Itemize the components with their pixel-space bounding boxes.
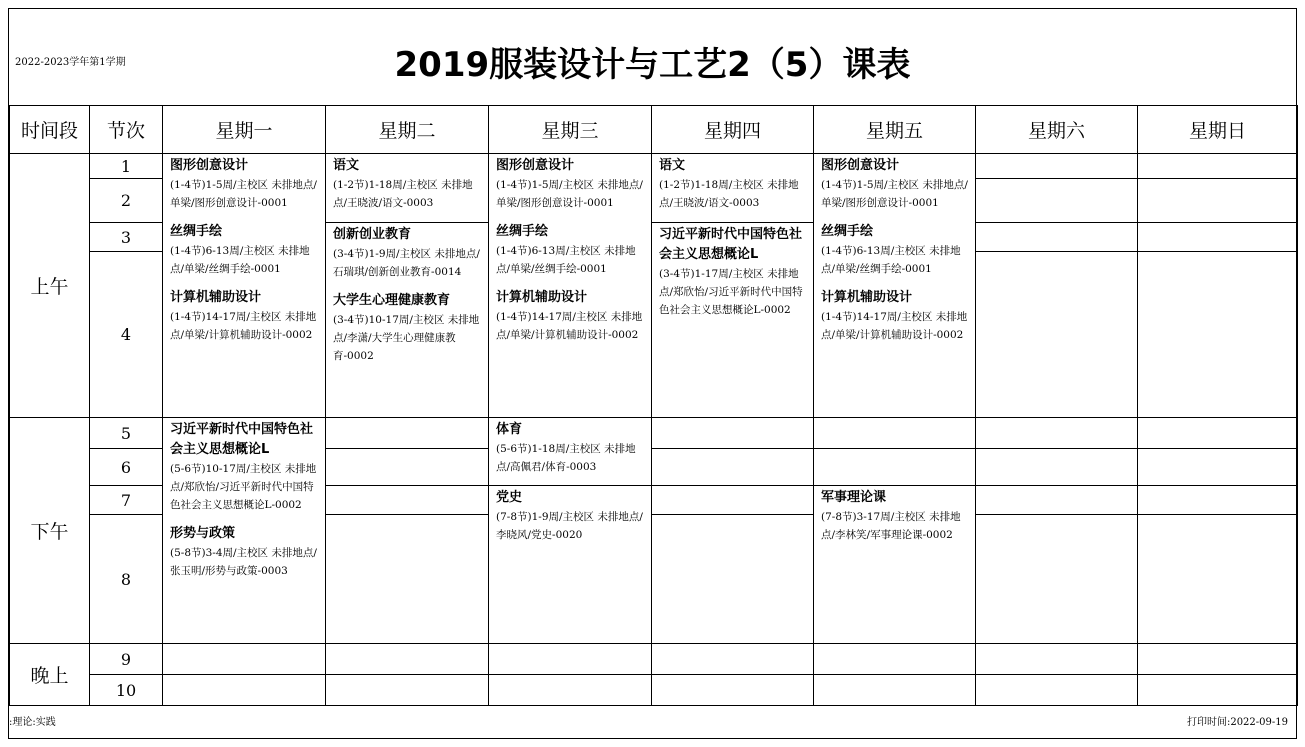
course-name: 形势与政策	[170, 526, 236, 541]
course-name: 计算机辅助设计	[496, 290, 588, 305]
empty-cell[interactable]	[489, 675, 652, 706]
course-cell[interactable]	[652, 154, 814, 223]
course-list	[163, 418, 325, 580]
empty-cell[interactable]	[814, 418, 976, 449]
course-cell[interactable]	[814, 154, 976, 418]
col-period: 时间段	[10, 106, 90, 154]
course-cell[interactable]	[489, 418, 652, 486]
slot-row	[10, 154, 1298, 179]
course-gap	[496, 278, 647, 288]
course-list	[163, 154, 325, 344]
empty-cell[interactable]	[976, 252, 1138, 418]
empty-cell[interactable]	[814, 675, 976, 706]
course-info: (1-4节)6-13周/主校区 未排地点/单梁/丝绸手绘-0001	[496, 245, 636, 275]
empty-cell[interactable]	[976, 223, 1138, 252]
course-gap	[496, 212, 647, 222]
course-cell[interactable]	[163, 418, 326, 644]
empty-cell[interactable]	[326, 515, 489, 644]
empty-cell[interactable]	[976, 154, 1138, 179]
course-info: (1-2节)1-18周/主校区 未排地点/王晓波/语文-0003	[659, 179, 799, 209]
course-info: (5-6节)10-17周/主校区 未排地点/郑欣怡/习近平新时代中国特色社会主义思想概论L-0002	[170, 463, 317, 511]
course-name: 丝绸手绘	[821, 224, 874, 239]
course-list	[814, 486, 975, 544]
slot-number: 5	[90, 418, 163, 449]
empty-cell[interactable]	[1138, 486, 1298, 515]
empty-cell[interactable]	[976, 179, 1138, 223]
col-wed: 星期三	[489, 106, 652, 154]
course-list	[489, 154, 651, 344]
empty-cell[interactable]	[326, 675, 489, 706]
course-name: 创新创业教育	[333, 227, 412, 242]
slot-row	[10, 644, 1298, 675]
slot-row	[10, 675, 1298, 706]
course-info: (1-4节)14-17周/主校区 未排地点/单梁/计算机辅助设计-0002	[170, 311, 317, 341]
empty-cell[interactable]	[1138, 418, 1298, 449]
course-info: (3-4节)10-17周/主校区 未排地点/李潇/大学生心理健康教育-0002	[333, 314, 480, 362]
empty-cell[interactable]	[1138, 252, 1298, 418]
course-gap	[170, 278, 321, 288]
course-name: 图形创意设计	[496, 158, 575, 173]
course-list	[652, 223, 813, 319]
print-time: 打印时间:2022-09-19	[1186, 717, 1288, 728]
slot-number: 8	[90, 515, 163, 644]
legend-text: :理论:实践	[9, 717, 56, 728]
course-name: 丝绸手绘	[170, 224, 223, 239]
course-name: 丝绸手绘	[496, 224, 549, 239]
course-gap	[170, 514, 321, 524]
course-info: (3-4节)1-17周/主校区 未排地点/郑欣怡/习近平新时代中国特色社会主义思想概论L-0002	[659, 268, 803, 316]
empty-cell[interactable]	[814, 644, 976, 675]
timetable-header	[9, 9, 1296, 106]
slot-number: 4	[90, 252, 163, 418]
course-info: (7-8节)3-17周/主校区 未排地点/李林笑/军事理论课-0002	[821, 511, 961, 541]
timetable-frame	[8, 8, 1297, 739]
course-info: (1-4节)14-17周/主校区 未排地点/单梁/计算机辅助设计-0002	[821, 311, 968, 341]
term-label: 2022-2023学年第1学期	[15, 57, 126, 68]
course-cell[interactable]	[326, 154, 489, 223]
course-info: (1-4节)1-5周/主校区 未排地点/单梁/图形创意设计-0001	[821, 179, 968, 209]
course-info: (5-6节)1-18周/主校区 未排地点/高佩君/体育-0003	[496, 443, 636, 473]
course-list	[326, 154, 488, 212]
course-name: 习近平新时代中国特色社会主义思想概论L	[170, 422, 314, 457]
col-thu: 星期四	[652, 106, 814, 154]
empty-cell[interactable]	[163, 644, 326, 675]
empty-cell[interactable]	[1138, 515, 1298, 644]
course-info: (1-4节)1-5周/主校区 未排地点/单梁/图形创意设计-0001	[496, 179, 643, 209]
slot-number: 1	[90, 154, 163, 179]
empty-cell[interactable]	[652, 449, 814, 486]
col-slot: 节次	[90, 106, 163, 154]
course-name: 计算机辅助设计	[821, 290, 913, 305]
empty-cell[interactable]	[976, 515, 1138, 644]
course-name: 图形创意设计	[821, 158, 900, 173]
course-name: 语文	[333, 158, 360, 173]
course-info: (3-4节)1-9周/主校区 未排地点/石瑞琪/创新创业教育-0014	[333, 248, 480, 278]
empty-cell[interactable]	[976, 675, 1138, 706]
empty-cell[interactable]	[1138, 644, 1298, 675]
course-name: 习近平新时代中国特色社会主义思想概论L	[659, 227, 803, 262]
empty-cell[interactable]	[1138, 449, 1298, 486]
empty-cell[interactable]	[652, 644, 814, 675]
course-name: 军事理论课	[821, 490, 887, 505]
empty-cell[interactable]	[489, 644, 652, 675]
empty-cell[interactable]	[976, 486, 1138, 515]
empty-cell[interactable]	[814, 449, 976, 486]
col-sat: 星期六	[976, 106, 1138, 154]
empty-cell[interactable]	[1138, 675, 1298, 706]
col-sun: 星期日	[1138, 106, 1298, 154]
course-cell[interactable]	[489, 486, 652, 644]
empty-cell[interactable]	[652, 515, 814, 644]
course-gap	[333, 281, 484, 291]
timetable	[9, 105, 1298, 706]
empty-cell[interactable]	[326, 486, 489, 515]
slot-number: 3	[90, 223, 163, 252]
course-gap	[821, 212, 971, 222]
period-morning: 上午	[10, 154, 90, 418]
empty-cell[interactable]	[652, 486, 814, 515]
course-info: (5-8节)3-4周/主校区 未排地点/张玉明/形势与政策-0003	[170, 547, 317, 577]
course-name: 图形创意设计	[170, 158, 249, 173]
course-name: 大学生心理健康教育	[333, 293, 451, 308]
course-info: (1-4节)14-17周/主校区 未排地点/单梁/计算机辅助设计-0002	[496, 311, 643, 341]
course-info: (1-4节)6-13周/主校区 未排地点/单梁/丝绸手绘-0001	[821, 245, 961, 275]
empty-cell[interactable]	[976, 418, 1138, 449]
empty-cell[interactable]	[1138, 179, 1298, 223]
course-info: (1-2节)1-18周/主校区 未排地点/王晓波/语文-0003	[333, 179, 473, 209]
course-list	[652, 154, 813, 212]
slot-number: 9	[90, 644, 163, 675]
empty-cell[interactable]	[326, 418, 489, 449]
course-info: (1-4节)6-13周/主校区 未排地点/单梁/丝绸手绘-0001	[170, 245, 310, 275]
empty-cell[interactable]	[976, 644, 1138, 675]
course-list	[326, 223, 488, 365]
course-list	[489, 486, 651, 544]
empty-cell[interactable]	[326, 449, 489, 486]
course-cell[interactable]	[489, 154, 652, 418]
course-cell[interactable]	[326, 223, 489, 418]
empty-cell[interactable]	[652, 675, 814, 706]
slot-number: 10	[90, 675, 163, 706]
page-title: 2019服装设计与工艺2（5）课表	[394, 45, 911, 85]
empty-cell[interactable]	[163, 675, 326, 706]
course-list	[489, 418, 651, 476]
empty-cell[interactable]	[652, 418, 814, 449]
course-name: 计算机辅助设计	[170, 290, 262, 305]
empty-cell[interactable]	[1138, 223, 1298, 252]
slot-row	[10, 418, 1298, 449]
col-fri: 星期五	[814, 106, 976, 154]
course-gap	[170, 212, 321, 222]
empty-cell[interactable]	[326, 644, 489, 675]
col-mon: 星期一	[163, 106, 326, 154]
course-gap	[821, 278, 971, 288]
empty-cell[interactable]	[1138, 154, 1298, 179]
course-list	[814, 154, 975, 344]
course-name: 语文	[659, 158, 686, 173]
period-evening: 晚上	[10, 644, 90, 706]
empty-cell[interactable]	[976, 449, 1138, 486]
course-cell[interactable]	[652, 223, 814, 418]
course-name: 党史	[496, 490, 523, 505]
slot-number: 7	[90, 486, 163, 515]
col-tue: 星期二	[326, 106, 489, 154]
slot-number: 2	[90, 179, 163, 223]
course-cell[interactable]	[163, 154, 326, 418]
course-info: (7-8节)1-9周/主校区 未排地点/李晓风/党史-0020	[496, 511, 643, 541]
course-name: 体育	[496, 422, 523, 437]
course-info: (1-4节)1-5周/主校区 未排地点/单梁/图形创意设计-0001	[170, 179, 317, 209]
header-row	[10, 106, 1298, 154]
period-afternoon: 下午	[10, 418, 90, 644]
slot-number: 6	[90, 449, 163, 486]
course-cell[interactable]	[814, 486, 976, 644]
